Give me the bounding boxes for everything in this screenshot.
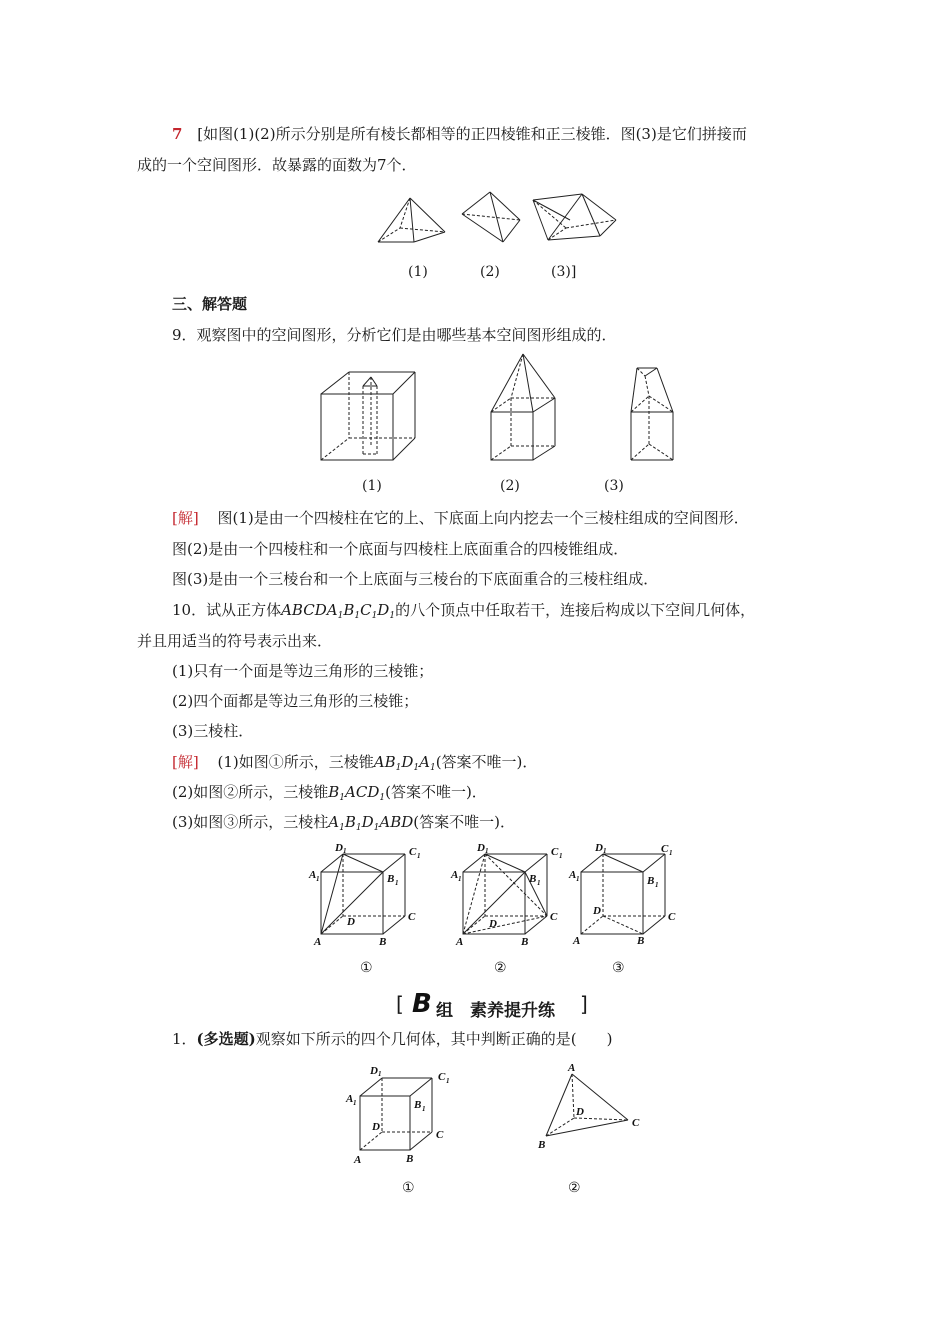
svg-text:1: 1 [316,875,320,883]
b1-stem-b: 观察如下所示的四个几何体，其中判断正确的是( ) [255,1030,613,1048]
q9-caption-2: (2) [500,478,520,494]
q7-caption-3: (3)] [551,264,577,280]
b1-tag: (多选题) [196,1030,256,1048]
svg-text:1: 1 [485,847,489,855]
q9-fig3-frustum-prism [631,368,673,460]
q10-cube-name: $ABCDA_1B_1C_1D_1$ [281,601,396,621]
b1-caption-1: ① [402,1180,415,1196]
q9-stem: 9．观察图中的空间图形，分析它们是由哪些基本空间图形组成的． [172,326,617,344]
b1-stem [172,1029,612,1049]
svg-text:1: 1 [655,881,659,889]
svg-text:A: A [314,936,322,948]
svg-text:B: B [647,875,655,887]
svg-text:A: A [569,869,577,881]
q10-caption-2: ② [494,960,507,976]
q10-fig2-cube [463,854,547,934]
q10-solution-tag: [解] [172,753,199,771]
svg-text:1: 1 [603,847,607,855]
svg-text:A: A [568,1062,576,1074]
q10-answer-2-a: (2)如图②所示，三棱锥 [172,783,329,801]
q7-figures [370,188,620,248]
svg-text:B: B [414,1099,422,1111]
q7-fig1-square-pyramid [378,198,445,242]
q9-figures [315,350,685,466]
svg-text:D: D [593,905,601,917]
svg-text:D: D [370,1065,378,1077]
svg-text:A: A [309,869,317,881]
q9-caption-3: (3) [604,478,624,494]
q9-solution-3: 图(3)是由一个三棱台和一个上底面与三棱台的下底面重合的三棱柱组成． [172,570,659,588]
svg-text:D: D [576,1106,584,1118]
svg-text:D: D [335,842,343,854]
q7-line2: 成的一个空间图形．故暴露的面数为7个． [137,156,417,174]
q10-item2: (2)四个面都是等边三角形的三棱锥； [172,692,419,710]
svg-text:1: 1 [378,1070,382,1078]
q10-answer-2-b: (答案不唯一)． [385,783,487,801]
svg-text:D: D [595,842,603,854]
q9-solution-2: 图(2)是由一个四棱柱和一个底面与四棱柱上底面重合的四棱锥组成． [172,540,629,558]
svg-text:B: B [406,1153,414,1165]
svg-text:B: B [387,873,395,885]
q7-fig3-combined [533,194,616,240]
svg-text:B: B [529,873,537,885]
q7-text-line1: [如图(1)(2)所示分别是所有棱长都相等的正四棱锥和正三棱锥．图(3)是它们拼接而 [197,125,747,143]
b1-figures [340,1060,650,1170]
q10-figures [305,838,685,950]
b1-caption-2: ② [568,1180,581,1196]
q10-answer-1 [172,752,537,772]
q9-solution-tag: [解] [172,509,199,527]
svg-text:D: D [347,916,355,928]
banner-letter: B [412,989,432,1019]
svg-text:1: 1 [537,879,541,887]
section-b-banner [396,989,596,1021]
b1-fig2-tetrahedron [546,1074,628,1136]
svg-text:B: B [538,1139,546,1151]
banner-bracket-left: [ [396,992,404,1016]
q9-solution-1 [172,508,749,528]
svg-text:A: A [346,1093,354,1105]
q10-answer-1-expr: $AB_1D_1A_1$ [373,753,436,773]
svg-text:A: A [573,935,581,947]
q9-solution-1-text: 图(1)是由一个四棱柱在它的上、下底面上向内挖去一个三棱柱组成的空间图形． [217,509,749,527]
svg-text:A: A [456,936,464,948]
svg-text:D: D [489,918,497,930]
q10-stem2: 并且用适当的符号表示出来． [137,632,333,650]
svg-text:1: 1 [446,1077,450,1085]
q10-answer-3-b: (答案不唯一)． [413,813,515,831]
svg-text:1: 1 [417,852,421,860]
banner-bracket-right: ] [580,992,588,1016]
q10-answer-1-a: (1)如图①所示，三棱锥 [217,753,374,771]
svg-text:B: B [379,936,387,948]
q7-caption-2: (2) [480,264,500,280]
q10-item1: (1)只有一个面是等边三角形的三棱锥； [172,662,434,680]
svg-text:C: C [550,911,558,923]
q10-answer-3 [172,812,515,832]
q10-answer-3-expr: $A_1B_1D_1ABD$ [328,813,414,833]
q10-fig3-cube [581,854,665,934]
svg-text:C: C [632,1117,640,1129]
svg-text:1: 1 [343,847,347,855]
svg-text:1: 1 [576,875,580,883]
svg-text:1: 1 [353,1099,357,1107]
q7-caption-1: (1) [408,264,428,280]
q10-stem-b: 的八个顶点中任取若干，连接后构成以下空间几何体， [395,601,756,619]
banner-text: 组 素养提升练 [436,1001,555,1021]
q7-number: 7 [172,125,183,143]
q10-fig1-cube [321,854,405,934]
svg-text:C: C [436,1129,444,1141]
svg-text:D: D [477,842,485,854]
svg-text:C: C [409,846,417,858]
q7-fig2-triangular-pyramid [462,192,520,242]
svg-text:B: B [521,936,529,948]
svg-text:1: 1 [422,1105,426,1113]
q10-answer-3-a: (3)如图③所示，三棱柱 [172,813,329,831]
svg-text:A: A [354,1154,362,1166]
section-title: 三、解答题 [172,295,248,313]
svg-text:C: C [408,911,416,923]
svg-text:1: 1 [395,879,399,887]
q9-fig2-prism-pyramid [491,354,555,460]
q10-answer-2-expr: $B_1ACD_1$ [328,783,386,803]
b1-stem-a: 1． [172,1030,197,1048]
svg-text:C: C [438,1071,446,1083]
b1-fig1-cube [360,1078,432,1150]
q10-answer-1-b: (答案不唯一)． [435,753,538,771]
q10-caption-1: ① [360,960,373,976]
q10-stem [172,600,755,620]
svg-text:1: 1 [458,875,462,883]
svg-text:1: 1 [559,852,563,860]
q10-caption-3: ③ [612,960,625,976]
svg-text:A: A [451,869,459,881]
q7-line1 [172,124,747,144]
svg-text:C: C [661,843,669,855]
svg-text:B: B [637,935,645,947]
q10-item3: (3)三棱柱． [172,722,254,740]
svg-text:C: C [551,846,559,858]
q10-stem-a: 10．试从正方体 [172,601,282,619]
q10-answer-2 [172,782,487,802]
svg-text:C: C [668,911,676,923]
svg-text:1: 1 [669,849,673,857]
q9-fig1-cube-with-hole [321,372,415,460]
svg-text:D: D [372,1121,380,1133]
q9-caption-1: (1) [362,478,382,494]
